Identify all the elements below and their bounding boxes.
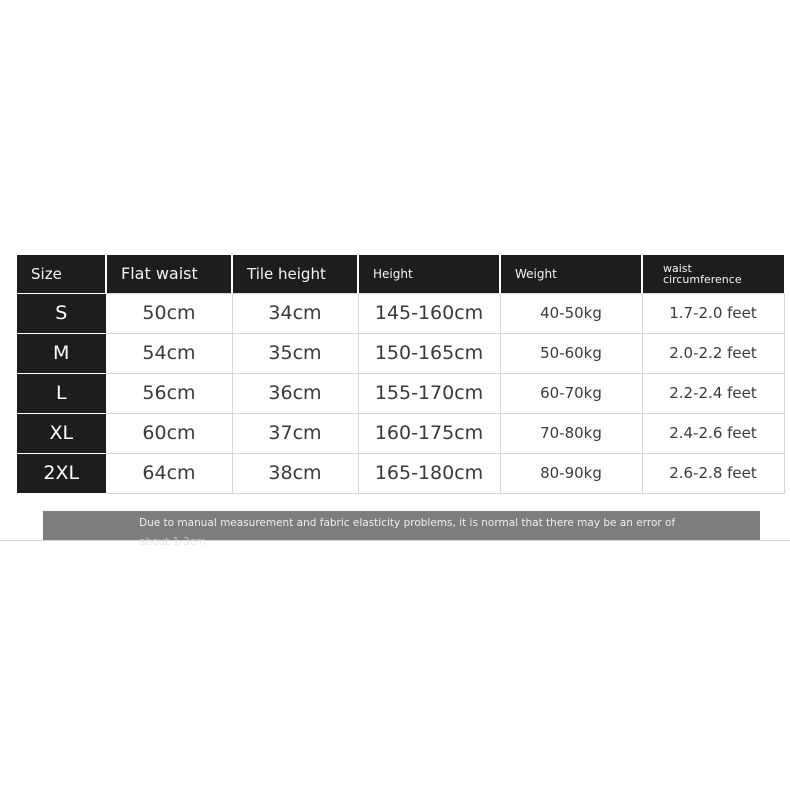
waist-cell: 1.7-2.0 feet: [642, 293, 784, 333]
waist-cell: 2.2-2.4 feet: [642, 373, 784, 413]
size-cell: XL: [17, 413, 106, 453]
flat-waist-cell: 56cm: [106, 373, 232, 413]
header-height: Height: [358, 255, 500, 293]
waist-cell: 2.0-2.2 feet: [642, 333, 784, 373]
measurement-note-text: Due to manual measurement and fabric elasticity problems, it is normal that there may be an error of: [139, 517, 676, 529]
height-cell: 160-175cm: [358, 413, 500, 453]
table-row: [17, 333, 784, 373]
header-tile-height: Tile height: [232, 255, 358, 293]
weight-cell: 70-80kg: [500, 413, 642, 453]
height-cell: 150-165cm: [358, 333, 500, 373]
measurement-note-banner: [43, 511, 760, 548]
weight-cell: 50-60kg: [500, 333, 642, 373]
table-row: [17, 293, 784, 333]
tile-height-cell: 35cm: [232, 333, 358, 373]
height-cell: 155-170cm: [358, 373, 500, 413]
flat-waist-cell: 54cm: [106, 333, 232, 373]
table-row: [17, 373, 784, 413]
table-row: [17, 413, 784, 453]
weight-cell: 80-90kg: [500, 453, 642, 493]
height-cell: 145-160cm: [358, 293, 500, 333]
header-row: [17, 255, 784, 293]
size-cell: L: [17, 373, 106, 413]
header-weight: Weight: [500, 255, 642, 293]
header-waist-line1: waist: [663, 261, 692, 275]
tile-height-cell: 38cm: [232, 453, 358, 493]
table-row: [17, 453, 784, 493]
waist-cell: 2.4-2.6 feet: [642, 413, 784, 453]
tile-height-cell: 36cm: [232, 373, 358, 413]
header-waist-line2: circumference: [663, 272, 742, 286]
flat-waist-cell: 64cm: [106, 453, 232, 493]
tile-height-cell: 37cm: [232, 413, 358, 453]
header-waist-circumference: [642, 255, 784, 293]
size-cell: M: [17, 333, 106, 373]
weight-cell: 60-70kg: [500, 373, 642, 413]
measurement-note-tail: about 1-3cm: [139, 536, 206, 548]
header-flat-waist: Flat waist: [106, 255, 232, 293]
tile-height-cell: 34cm: [232, 293, 358, 333]
header-size: Size: [17, 255, 106, 293]
weight-cell: 40-50kg: [500, 293, 642, 333]
size-cell: 2XL: [17, 453, 106, 493]
waist-cell: 2.6-2.8 feet: [642, 453, 784, 493]
flat-waist-cell: 60cm: [106, 413, 232, 453]
size-chart-table: [17, 255, 785, 494]
height-cell: 165-180cm: [358, 453, 500, 493]
size-cell: S: [17, 293, 106, 333]
flat-waist-cell: 50cm: [106, 293, 232, 333]
